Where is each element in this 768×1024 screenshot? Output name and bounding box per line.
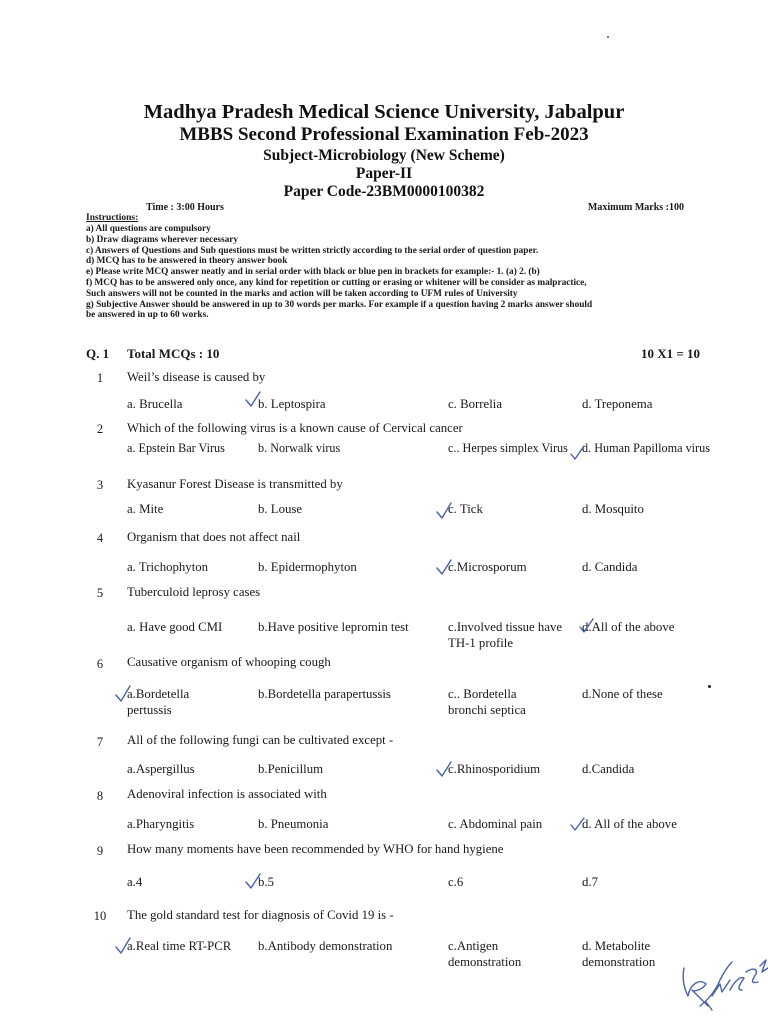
question-stem: Weil’s disease is caused by — [127, 370, 266, 384]
scan-speck — [607, 36, 609, 38]
question-number: 2 — [96, 422, 104, 436]
option-d: d.Candida — [582, 762, 635, 776]
instruction-item: b) Draw diagrams wherever necessary — [86, 234, 238, 245]
option-b: b. Pneumonia — [258, 817, 329, 831]
signature-scribble — [683, 960, 768, 1010]
section-marks: 10 X1 = 10 — [640, 346, 700, 361]
maximum-marks: Maximum Marks :100 — [587, 202, 684, 213]
instruction-item: d) MCQ has to be answered in theory answer book — [86, 256, 288, 267]
option-c: c.Involved tissue have TH-1 profile — [448, 620, 563, 650]
option-c: c.Rhinosporidium — [448, 762, 541, 776]
question-number: 5 — [96, 586, 104, 600]
option-a: a. Epstein Bar Virus — [127, 441, 225, 455]
question-stem: How many moments have been recommended by WHO for hand hygiene — [127, 842, 504, 856]
question-number: 6 — [96, 657, 104, 671]
option-a: a.Pharyngitis — [127, 817, 195, 831]
option-c: c.Microsporum — [448, 560, 527, 574]
option-a: a.4 — [127, 875, 143, 889]
option-a: a. Mite — [127, 502, 164, 516]
question-number: 3 — [96, 478, 104, 492]
instruction-item: e) Please write MCQ answer neatly and in serial order with black or blue pen in brackets for example:- 1. (a) 2. (b) — [86, 267, 540, 278]
option-c: c.Antigen demonstration — [448, 939, 522, 969]
question-stem: All of the following fungi can be cultivated except - — [127, 733, 394, 747]
question-number: 7 — [96, 735, 104, 749]
paper-number: Paper-II — [355, 165, 413, 182]
exam-title: MBBS Second Professional Examination Feb-2023 — [179, 124, 589, 145]
question-stem: Kyasanur Forest Disease is transmitted by — [127, 477, 343, 491]
time-allowed: Time : 3:00 Hours — [146, 202, 224, 213]
section-title: Total MCQs : 10 — [127, 346, 220, 361]
instruction-item: g) Subjective Answer should be answered in up to 30 words per marks. For example if a question having 2 marks answer should — [86, 299, 593, 310]
question-stem: Organism that does not affect nail — [127, 530, 301, 544]
option-d: d. Metabolite demonstration — [582, 939, 656, 969]
question-stem: Which of the following virus is a known cause of Cervical cancer — [127, 421, 463, 435]
option-a: a. Have good CMI — [127, 620, 223, 634]
paper-code: Paper Code-23BM0000100382 — [283, 183, 485, 200]
option-c: c.. Bordetella bronchi septica — [448, 687, 526, 717]
question-stem: Tuberculoid leprosy cases — [127, 585, 261, 599]
instruction-item: Such answers will not be counted in the marks and action will be taken according to UFM rules of University — [86, 288, 518, 299]
question-number: 1 — [96, 371, 104, 385]
option-a: a. Trichophyton — [127, 560, 209, 574]
option-b: b. Norwalk virus — [258, 441, 341, 455]
question-number: 4 — [96, 531, 104, 545]
option-b: b.Antibody demonstration — [258, 939, 393, 953]
option-a: a.Bordetella pertussis — [127, 687, 190, 717]
section-number: Q. 1 — [86, 346, 110, 361]
option-b: b.5 — [258, 875, 274, 889]
option-d: d. Mosquito — [582, 502, 644, 516]
option-d: d.None of these — [582, 687, 663, 701]
option-a: a. Brucella — [127, 397, 183, 411]
option-c: c. Borrelia — [448, 397, 503, 411]
option-b: b. Epidermophyton — [258, 560, 357, 574]
option-d: d.7 — [582, 875, 598, 889]
option-c: c.. Herpes simplex Virus — [448, 441, 568, 455]
option-b: b.Have positive lepromin test — [258, 620, 409, 634]
option-d: d. Candida — [582, 560, 638, 574]
option-b: b. Louse — [258, 502, 303, 516]
instruction-item: f) MCQ has to be answered only once, any kind for repetition or cutting or erasing or whitener will be consider as malpractice, — [86, 277, 587, 288]
option-a: a.Real time RT-PCR — [127, 939, 232, 953]
instruction-item: c) Answers of Questions and Sub questions must be written strictly according to the serial order of question paper. — [86, 245, 539, 256]
option-b: b. Leptospira — [258, 397, 326, 411]
option-c: c.6 — [448, 875, 464, 889]
instructions-list — [86, 224, 706, 321]
option-c: c. Abdominal pain — [448, 817, 543, 831]
option-b: b.Bordetella parapertussis — [258, 687, 391, 701]
option-c: c. Tick — [448, 502, 483, 516]
question-stem: Adenoviral infection is associated with — [127, 787, 327, 801]
option-d: d. All of the above — [582, 817, 677, 831]
question-number: 10 — [93, 909, 107, 923]
option-d: d.All of the above — [582, 620, 675, 634]
option-d: d. Treponema — [582, 397, 653, 411]
option-a: a.Aspergillus — [127, 762, 195, 776]
university-name: Madhya Pradesh Medical Science University, Jabalpur — [143, 101, 625, 123]
question-stem: Causative organism of whooping cough — [127, 655, 331, 669]
option-b: b.Penicillum — [258, 762, 324, 776]
instructions-heading: Instructions: — [86, 213, 139, 223]
question-number: 8 — [96, 789, 104, 803]
subject-line: Subject-Microbiology (New Scheme) — [263, 147, 505, 164]
question-number: 9 — [96, 844, 104, 858]
option-d: d. Human Papilloma virus — [582, 441, 710, 455]
ink-dot — [708, 685, 711, 688]
question-stem: The gold standard test for diagnosis of Covid 19 is - — [127, 908, 394, 922]
instruction-item: be answered in up to 60 works. — [86, 310, 209, 321]
instruction-item: a) All questions are compulsory — [86, 224, 211, 234]
